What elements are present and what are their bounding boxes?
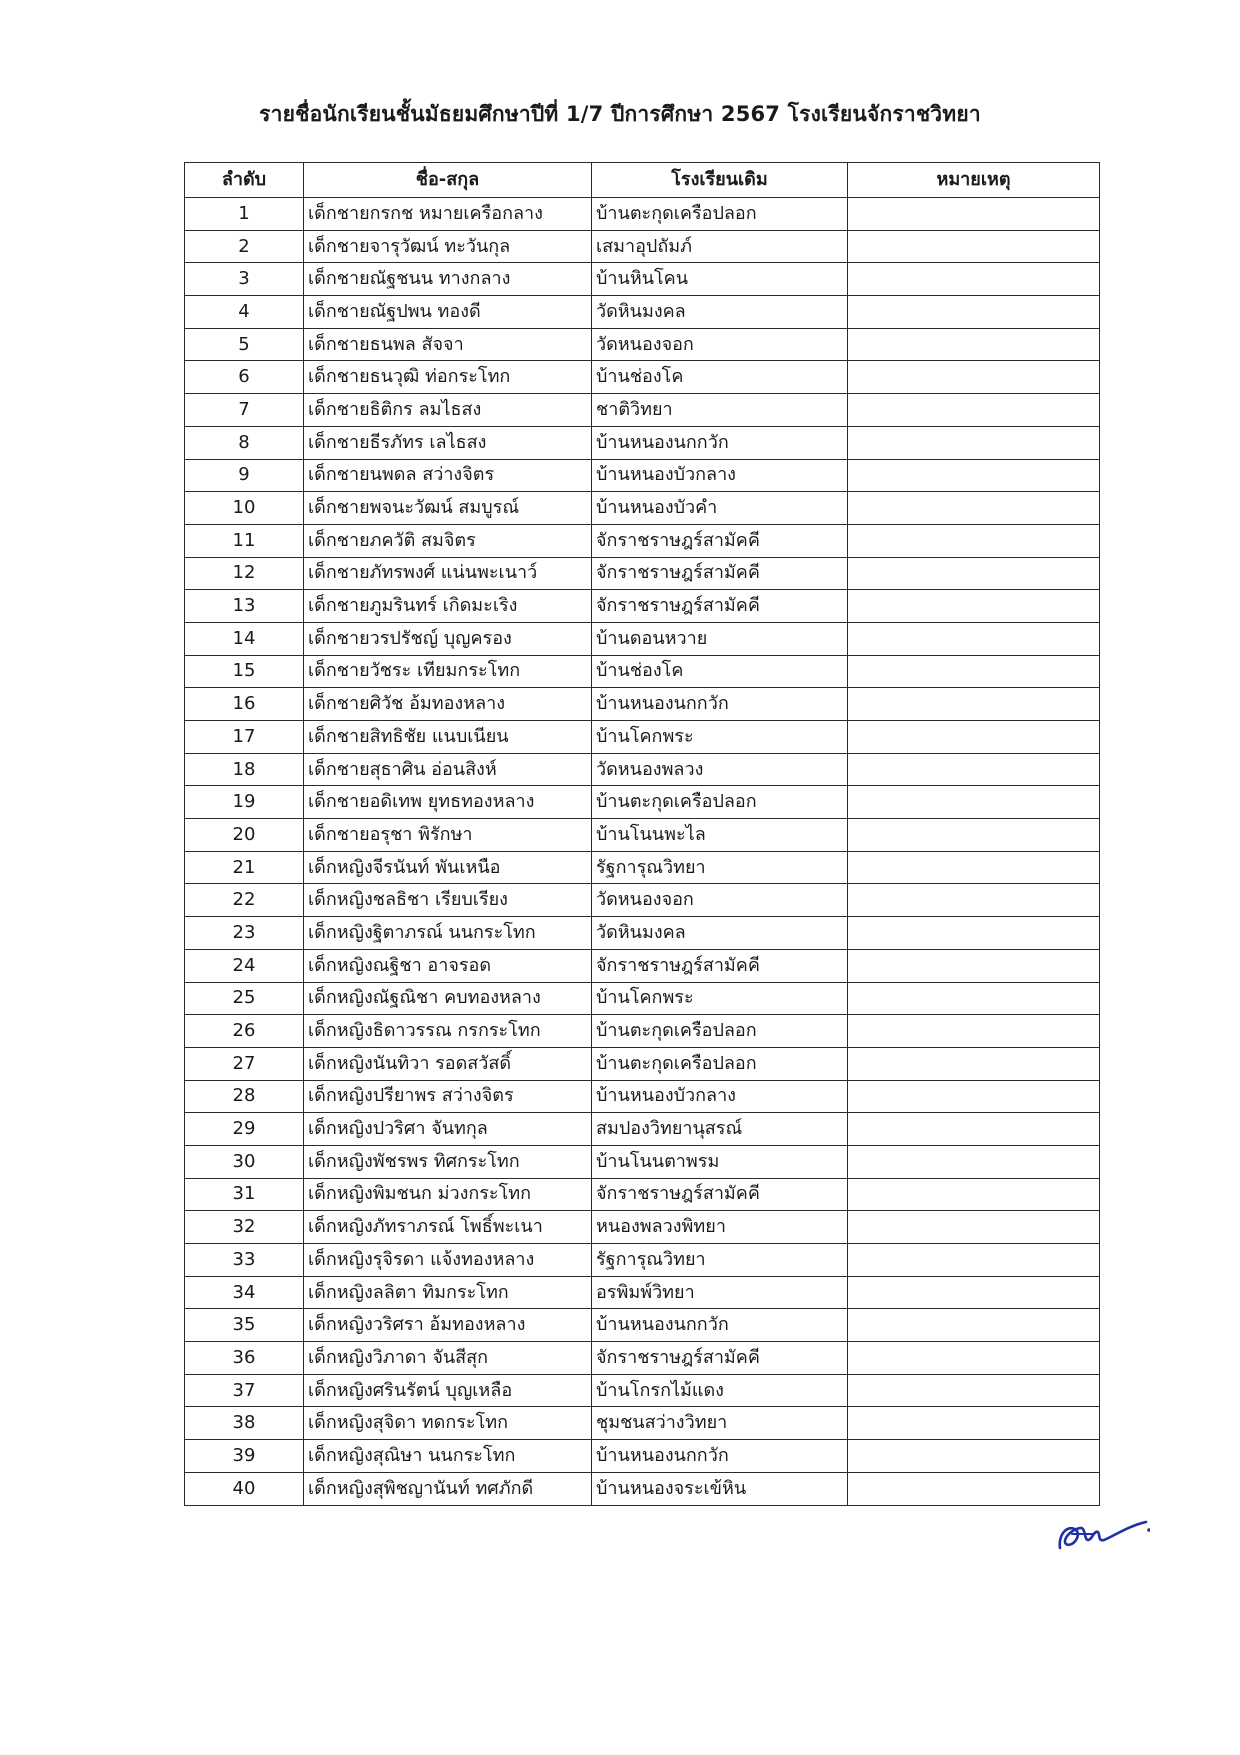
previous-school-cell: บ้านหนองบัวกลาง xyxy=(592,1080,848,1113)
remarks-cell xyxy=(848,1407,1100,1440)
table-row xyxy=(185,296,1100,329)
student-name-cell: เด็กชายนพดล สว่างจิตร xyxy=(304,459,592,492)
row-order-cell: 13 xyxy=(185,590,304,623)
document-title: รายชื่อนักเรียนชั้นมัธยมศึกษาปีที่ 1/7 ปีการศึกษา 2567 โรงเรียนจักราชวิทยา xyxy=(259,102,981,126)
table-row xyxy=(185,1178,1100,1211)
row-order-cell: 29 xyxy=(185,1113,304,1146)
table-row xyxy=(185,1080,1100,1113)
remarks-cell xyxy=(848,1145,1100,1178)
previous-school-cell: หนองพลวงพิทยา xyxy=(592,1211,848,1244)
header-previous-school: โรงเรียนเดิม xyxy=(592,163,848,198)
remarks-cell xyxy=(848,753,1100,786)
student-name-cell: เด็กชายกรกช หมายเครือกลาง xyxy=(304,198,592,231)
student-name-cell: เด็กชายอรุชา พิรักษา xyxy=(304,819,592,852)
previous-school-cell: จักราชราษฎร์สามัคคี xyxy=(592,1342,848,1375)
previous-school-cell: บ้านหนองนกกวัก xyxy=(592,1440,848,1473)
student-name-cell: เด็กหญิงศรินรัตน์ บุญเหลือ xyxy=(304,1374,592,1407)
table-row xyxy=(185,819,1100,852)
student-name-cell: เด็กหญิงภัทราภรณ์ โพธิ์พะเนา xyxy=(304,1211,592,1244)
remarks-cell xyxy=(848,982,1100,1015)
header-full-name: ชื่อ-สกุล xyxy=(304,163,592,198)
student-name-cell: เด็กหญิงนันทิวา รอดสวัสดิ์ xyxy=(304,1047,592,1080)
row-order-cell: 16 xyxy=(185,688,304,721)
remarks-cell xyxy=(848,819,1100,852)
student-name-cell: เด็กชายสิทธิชัย แนบเนียน xyxy=(304,721,592,754)
remarks-cell xyxy=(848,1080,1100,1113)
previous-school-cell: จักราชราษฎร์สามัคคี xyxy=(592,1178,848,1211)
student-name-cell: เด็กหญิงณัฐณิชา คบทองหลาง xyxy=(304,982,592,1015)
previous-school-cell: จักราชราษฎร์สามัคคี xyxy=(592,524,848,557)
row-order-cell: 28 xyxy=(185,1080,304,1113)
row-order-cell: 25 xyxy=(185,982,304,1015)
table-row xyxy=(185,721,1100,754)
row-order-cell: 2 xyxy=(185,230,304,263)
remarks-cell xyxy=(848,1276,1100,1309)
remarks-cell xyxy=(848,917,1100,950)
previous-school-cell: บ้านตะกุดเครือปลอก xyxy=(592,198,848,231)
remarks-cell xyxy=(848,263,1100,296)
table-row xyxy=(185,949,1100,982)
student-name-cell: เด็กหญิงฐิตาภรณ์ นนกระโทก xyxy=(304,917,592,950)
row-order-cell: 19 xyxy=(185,786,304,819)
row-order-cell: 40 xyxy=(185,1472,304,1505)
previous-school-cell: วัดหินมงคล xyxy=(592,296,848,329)
table-row xyxy=(185,230,1100,263)
previous-school-cell: บ้านหนองนกกวัก xyxy=(592,688,848,721)
student-name-cell: เด็กหญิงธิดาวรรณ กรกระโทก xyxy=(304,1015,592,1048)
table-row xyxy=(185,1309,1100,1342)
table-row xyxy=(185,622,1100,655)
student-name-cell: เด็กหญิงสุจิดา ทดกระโทก xyxy=(304,1407,592,1440)
previous-school-cell: สมปองวิทยานุสรณ์ xyxy=(592,1113,848,1146)
row-order-cell: 26 xyxy=(185,1015,304,1048)
student-name-cell: เด็กหญิงสุณิษา นนกระโทก xyxy=(304,1440,592,1473)
student-name-cell: เด็กชายพจนะวัฒน์ สมบูรณ์ xyxy=(304,492,592,525)
student-name-cell: เด็กหญิงรุจิรดา แจ้งทองหลาง xyxy=(304,1244,592,1277)
previous-school-cell: บ้านหนองนกกวัก xyxy=(592,1309,848,1342)
previous-school-cell: รัฐการุณวิทยา xyxy=(592,1244,848,1277)
remarks-cell xyxy=(848,590,1100,623)
table-row xyxy=(185,557,1100,590)
previous-school-cell: บ้านตะกุดเครือปลอก xyxy=(592,1047,848,1080)
previous-school-cell: บ้านตะกุดเครือปลอก xyxy=(592,786,848,819)
student-roster-table xyxy=(184,162,1100,1506)
row-order-cell: 12 xyxy=(185,557,304,590)
row-order-cell: 18 xyxy=(185,753,304,786)
row-order-cell: 5 xyxy=(185,328,304,361)
remarks-cell xyxy=(848,459,1100,492)
row-order-cell: 3 xyxy=(185,263,304,296)
table-row xyxy=(185,1211,1100,1244)
student-name-cell: เด็กหญิงพัชรพร ทิศกระโทก xyxy=(304,1145,592,1178)
previous-school-cell: วัดหนองจอก xyxy=(592,328,848,361)
row-order-cell: 14 xyxy=(185,622,304,655)
row-order-cell: 36 xyxy=(185,1342,304,1375)
student-name-cell: เด็กชายภัทรพงศ์ แน่นพะเนาว์ xyxy=(304,557,592,590)
student-name-cell: เด็กชายสุธาศิน อ่อนสิงห์ xyxy=(304,753,592,786)
remarks-cell xyxy=(848,1211,1100,1244)
row-order-cell: 34 xyxy=(185,1276,304,1309)
row-order-cell: 27 xyxy=(185,1047,304,1080)
row-order-cell: 21 xyxy=(185,851,304,884)
row-order-cell: 33 xyxy=(185,1244,304,1277)
table-row xyxy=(185,1145,1100,1178)
table-row xyxy=(185,263,1100,296)
student-name-cell: เด็กหญิงปวริศา จันทกุล xyxy=(304,1113,592,1146)
row-order-cell: 4 xyxy=(185,296,304,329)
table-row xyxy=(185,1113,1100,1146)
previous-school-cell: บ้านโนนพะไล xyxy=(592,819,848,852)
remarks-cell xyxy=(848,1178,1100,1211)
header-order: ลำดับ xyxy=(185,163,304,198)
table-row xyxy=(185,851,1100,884)
student-name-cell: เด็กชายวัชระ เทียมกระโทก xyxy=(304,655,592,688)
table-row xyxy=(185,590,1100,623)
remarks-cell xyxy=(848,1244,1100,1277)
remarks-cell xyxy=(848,721,1100,754)
student-name-cell: เด็กชายวรปรัชญ์ บุญครอง xyxy=(304,622,592,655)
remarks-cell xyxy=(848,688,1100,721)
row-order-cell: 37 xyxy=(185,1374,304,1407)
student-name-cell: เด็กชายณัฐชนน ทางกลาง xyxy=(304,263,592,296)
table-row xyxy=(185,1244,1100,1277)
row-order-cell: 35 xyxy=(185,1309,304,1342)
table-row xyxy=(185,426,1100,459)
table-row xyxy=(185,1374,1100,1407)
previous-school-cell: บ้านช่องโค xyxy=(592,361,848,394)
table-row xyxy=(185,982,1100,1015)
student-name-cell: เด็กชายณัฐปพน ทองดี xyxy=(304,296,592,329)
row-order-cell: 23 xyxy=(185,917,304,950)
table-row xyxy=(185,1440,1100,1473)
table-row xyxy=(185,394,1100,427)
previous-school-cell: บ้านหนองจระเข้หิน xyxy=(592,1472,848,1505)
table-row xyxy=(185,459,1100,492)
remarks-cell xyxy=(848,524,1100,557)
remarks-cell xyxy=(848,949,1100,982)
row-order-cell: 38 xyxy=(185,1407,304,1440)
table-row xyxy=(185,688,1100,721)
table-row xyxy=(185,492,1100,525)
row-order-cell: 15 xyxy=(185,655,304,688)
table-row xyxy=(185,198,1100,231)
student-name-cell: เด็กหญิงวิภาดา จันสีสุก xyxy=(304,1342,592,1375)
table-row xyxy=(185,328,1100,361)
previous-school-cell: จักราชราษฎร์สามัคคี xyxy=(592,557,848,590)
student-name-cell: เด็กชายศิวัช อ้มทองหลาง xyxy=(304,688,592,721)
table-body xyxy=(185,198,1100,1506)
table-row xyxy=(185,1015,1100,1048)
remarks-cell xyxy=(848,296,1100,329)
row-order-cell: 10 xyxy=(185,492,304,525)
remarks-cell xyxy=(848,1309,1100,1342)
row-order-cell: 31 xyxy=(185,1178,304,1211)
table-row xyxy=(185,884,1100,917)
row-order-cell: 24 xyxy=(185,949,304,982)
remarks-cell xyxy=(848,1440,1100,1473)
remarks-cell xyxy=(848,426,1100,459)
previous-school-cell: อรพิมพ์วิทยา xyxy=(592,1276,848,1309)
table-row xyxy=(185,786,1100,819)
table-row xyxy=(185,524,1100,557)
table-row xyxy=(185,1342,1100,1375)
remarks-cell xyxy=(848,361,1100,394)
previous-school-cell: วัดหนองพลวง xyxy=(592,753,848,786)
row-order-cell: 6 xyxy=(185,361,304,394)
previous-school-cell: บ้านโนนตาพรม xyxy=(592,1145,848,1178)
previous-school-cell: บ้านโคกพระ xyxy=(592,721,848,754)
remarks-cell xyxy=(848,1047,1100,1080)
remarks-cell xyxy=(848,655,1100,688)
row-order-cell: 11 xyxy=(185,524,304,557)
student-name-cell: เด็กหญิงสุพิชญานันท์ ทศภักดี xyxy=(304,1472,592,1505)
remarks-cell xyxy=(848,884,1100,917)
remarks-cell xyxy=(848,786,1100,819)
header-remarks: หมายเหตุ xyxy=(848,163,1100,198)
remarks-cell xyxy=(848,328,1100,361)
row-order-cell: 17 xyxy=(185,721,304,754)
remarks-cell xyxy=(848,230,1100,263)
previous-school-cell: จักราชราษฎร์สามัคคี xyxy=(592,590,848,623)
row-order-cell: 9 xyxy=(185,459,304,492)
remarks-cell xyxy=(848,198,1100,231)
previous-school-cell: บ้านดอนหวาย xyxy=(592,622,848,655)
previous-school-cell: จักราชราษฎร์สามัคคี xyxy=(592,949,848,982)
student-name-cell: เด็กชายอดิเทพ ยุทธทองหลาง xyxy=(304,786,592,819)
remarks-cell xyxy=(848,492,1100,525)
remarks-cell xyxy=(848,1015,1100,1048)
student-name-cell: เด็กหญิงวริศรา อ้มทองหลาง xyxy=(304,1309,592,1342)
student-name-cell: เด็กชายภูมรินทร์ เกิดมะเริง xyxy=(304,590,592,623)
student-name-cell: เด็กหญิงณฐิชา อาจรอด xyxy=(304,949,592,982)
remarks-cell xyxy=(848,1374,1100,1407)
remarks-cell xyxy=(848,557,1100,590)
previous-school-cell: เสมาอุปถัมภ์ xyxy=(592,230,848,263)
previous-school-cell: รัฐการุณวิทยา xyxy=(592,851,848,884)
previous-school-cell: วัดหนองจอก xyxy=(592,884,848,917)
previous-school-cell: บ้านหินโคน xyxy=(592,263,848,296)
remarks-cell xyxy=(848,622,1100,655)
signature-icon xyxy=(1050,1490,1150,1560)
student-name-cell: เด็กหญิงลลิตา ทิมกระโทก xyxy=(304,1276,592,1309)
student-name-cell: เด็กหญิงปรียาพร สว่างจิตร xyxy=(304,1080,592,1113)
row-order-cell: 22 xyxy=(185,884,304,917)
previous-school-cell: ชุมชนสว่างวิทยา xyxy=(592,1407,848,1440)
table-header-row xyxy=(185,163,1100,198)
previous-school-cell: บ้านตะกุดเครือปลอก xyxy=(592,1015,848,1048)
student-name-cell: เด็กหญิงชลธิชา เรียบเรียง xyxy=(304,884,592,917)
table-row xyxy=(185,361,1100,394)
row-order-cell: 8 xyxy=(185,426,304,459)
student-name-cell: เด็กชายธนวุฒิ ท่อกระโทก xyxy=(304,361,592,394)
student-name-cell: เด็กชายธิติกร ลมไธสง xyxy=(304,394,592,427)
previous-school-cell: บ้านหนองบัวกลาง xyxy=(592,459,848,492)
previous-school-cell: ชาติวิทยา xyxy=(592,394,848,427)
remarks-cell xyxy=(848,851,1100,884)
student-name-cell: เด็กชายธนพล สัจจา xyxy=(304,328,592,361)
previous-school-cell: บ้านหนองบัวคำ xyxy=(592,492,848,525)
remarks-cell xyxy=(848,394,1100,427)
previous-school-cell: บ้านโกรกไม้แดง xyxy=(592,1374,848,1407)
table-row xyxy=(185,753,1100,786)
table-row xyxy=(185,1047,1100,1080)
previous-school-cell: บ้านช่องโค xyxy=(592,655,848,688)
row-order-cell: 1 xyxy=(185,198,304,231)
previous-school-cell: วัดหินมงคล xyxy=(592,917,848,950)
row-order-cell: 30 xyxy=(185,1145,304,1178)
table-row xyxy=(185,1276,1100,1309)
student-name-cell: เด็กชายธีรภัทร เลไธสง xyxy=(304,426,592,459)
remarks-cell xyxy=(848,1113,1100,1146)
row-order-cell: 39 xyxy=(185,1440,304,1473)
previous-school-cell: บ้านหนองนกกวัก xyxy=(592,426,848,459)
row-order-cell: 7 xyxy=(185,394,304,427)
previous-school-cell: บ้านโคกพระ xyxy=(592,982,848,1015)
remarks-cell xyxy=(848,1342,1100,1375)
student-name-cell: เด็กหญิงจีรนันท์ พันเหนือ xyxy=(304,851,592,884)
student-name-cell: เด็กชายจารุวัฒน์ ทะวันกุล xyxy=(304,230,592,263)
table-row xyxy=(185,1472,1100,1505)
table-row xyxy=(185,655,1100,688)
student-name-cell: เด็กหญิงพิมชนก ม่วงกระโทก xyxy=(304,1178,592,1211)
row-order-cell: 32 xyxy=(185,1211,304,1244)
student-name-cell: เด็กชายภควัติ สมจิตร xyxy=(304,524,592,557)
table-row xyxy=(185,917,1100,950)
row-order-cell: 20 xyxy=(185,819,304,852)
table-row xyxy=(185,1407,1100,1440)
